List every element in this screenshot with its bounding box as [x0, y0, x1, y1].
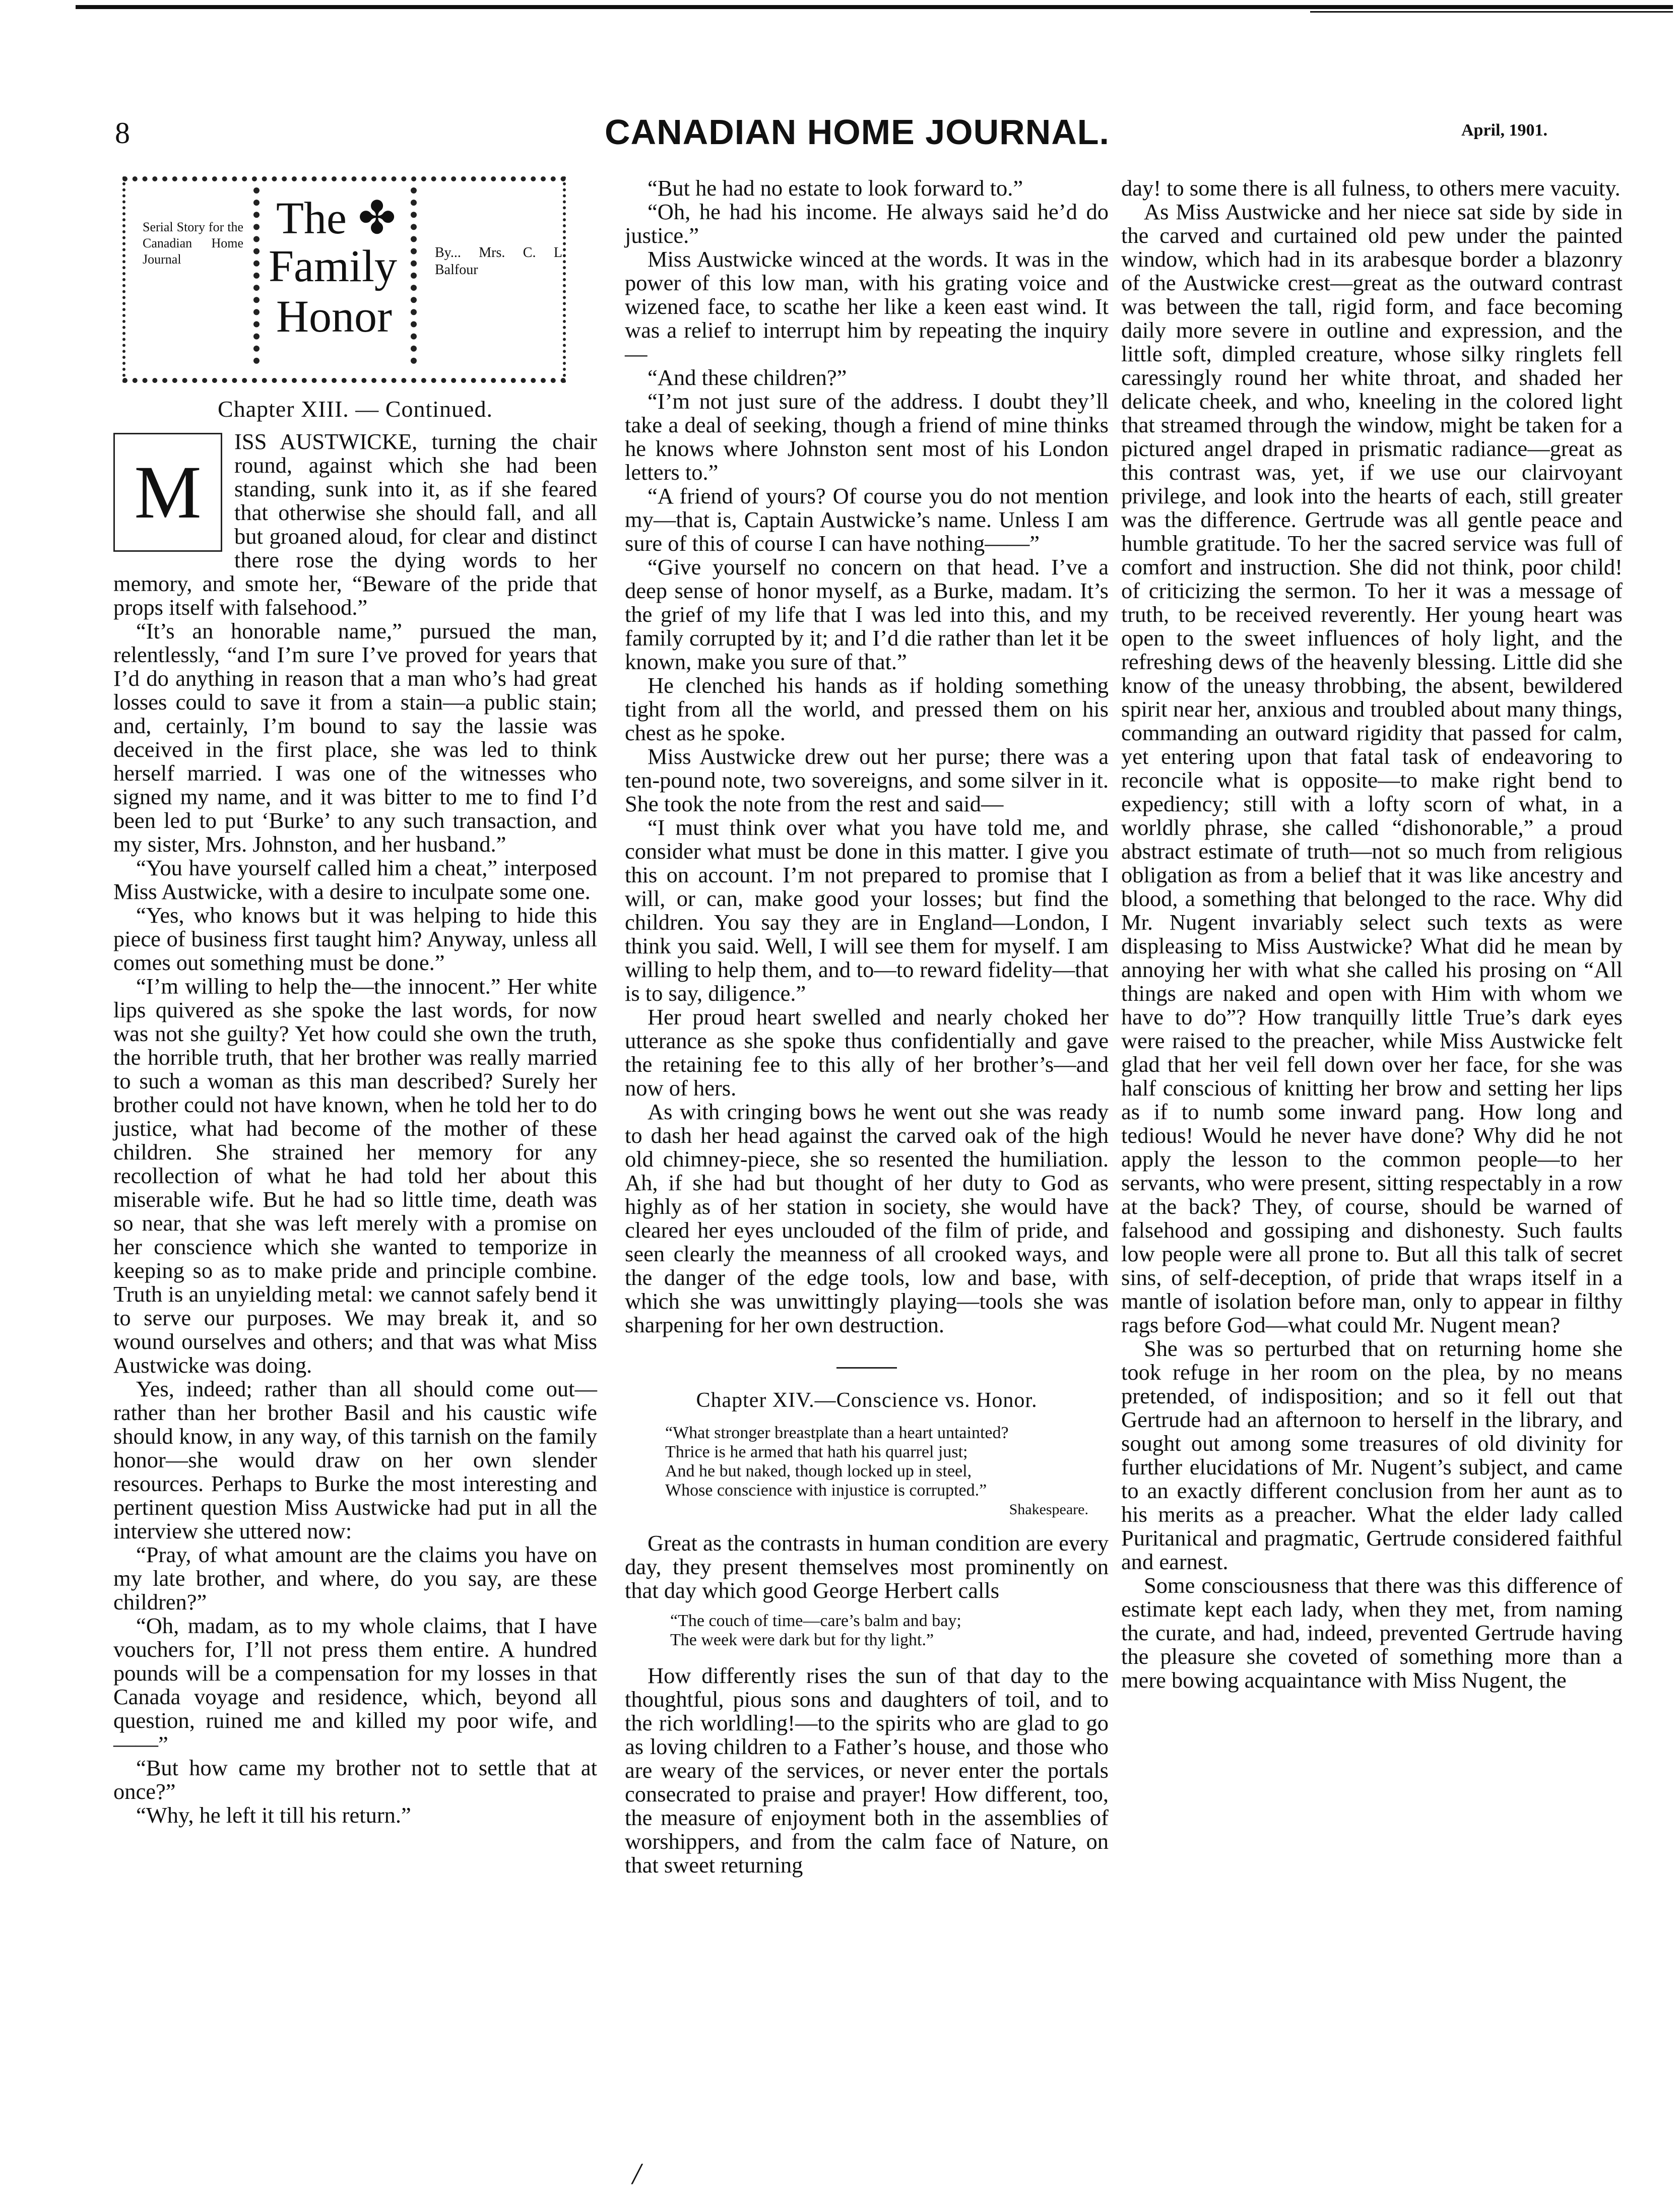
- paragraph: “Oh, he had his income. He always said he’d do justice.”: [625, 199, 1109, 248]
- epigraph-attribution: Shakespeare.: [1009, 1501, 1088, 1518]
- paragraph: “A friend of yours? Of course you do not mention my—that is, Captain Austwicke’s name. Unless I am sure of this of course I can have nothing——”: [625, 483, 1109, 556]
- paragraph: As with cringing bows he went out she was ready to dash her head against the carved oak of the high old chimney-piece, she so resented the humiliation. Ah, if she had but thought of her duty to God as highly as of her station in society, she would have cleared her eyes unclouded of the film of pride, and seen clearly the meanness of all crooked ways, and the danger of the edge tools, low and base, with which she was unwittingly playing—tools she was sharpening for her own destruction.: [625, 1099, 1109, 1337]
- title-box: [122, 176, 566, 383]
- paragraph: Great as the contrasts in human condition are every day, they present themselves most prominently on that day which good George Herbert calls: [625, 1530, 1109, 1603]
- paragraph: “It’s an honorable name,” pursued the man, relentlessly, “and I’m sure I’ve proved for years that I’d do anything in reason that a man who’s had great losses could to save it from a stain—a public stain; and, certainly, I’m bound to say the lassie was deceived in the first place, she was led to think herself married. I was one of the witnesses who signed my name, and it was bitter to me to find I’d been led to put ‘Burke’ to any such transaction, and my sister, Mrs. Johnston, and her husband.”: [113, 618, 597, 857]
- paragraph: “I’m willing to help the—the innocent.” Her white lips quivered as she spoke the last words, for now was not she guilty? Yet how could she own the truth, the horrible truth, that her brother was really married to such a woman as this man described? Surely her brother could not have known, when he told her to do justice, what had become of the mother of these children. She strained her memory for any recollection of what he had told her about this miserable wife. But he had so little time, death was so near, that she was left merely with a promise on her conscience which she wanted to temporize in keeping so as to make pride and principle combine. Truth is an unyielding metal: we cannot safely bend it to serve our purposes. We may break it, and so wound ourselves and others; and that was what Miss Austwicke was doing.: [113, 974, 597, 1378]
- page-mark: /: [632, 2157, 641, 2190]
- byline: By... Mrs. C. L. Balfour: [435, 245, 566, 278]
- paragraph: “Pray, of what amount are the claims you have on my late brother, and where, do you say, are these children?”: [113, 1542, 597, 1615]
- paragraph: Miss Austwicke drew out her purse; there was a ten-pound note, two sovereigns, and some silver in it. She took the note from the rest and said—: [625, 744, 1109, 816]
- paragraph: How differently rises the sun of that day to the thoughtful, pious sons and daughters of toil, and to the rich worldling!—to the spirits who are glad to go as loving children to a Father’s house, and those who are weary of the services, or never enter the portals consecrated to praise and prayer! How different, too, the measure of enjoyment both in the assemblies of worshippers, and from the calm face of Nature, on that sweet returning: [625, 1663, 1109, 1878]
- epigraph: [665, 1424, 1109, 1519]
- quotation-line: The week were dark but for thy light.”: [670, 1631, 934, 1649]
- title-line-3: Honor: [276, 292, 392, 342]
- paragraph: “Give yourself no concern on that head. I’ve a deep sense of honor myself, as a Burke, madam. It’s the grief of my life that I was led into this, and my family corrupted by it; and I’d die rather than let it be known, make you sure of that.”: [625, 554, 1109, 674]
- section-divider: [836, 1367, 897, 1369]
- paragraph: Some consciousness that there was this difference of estimate kept each lady, when they met, from naming the curate, and had, indeed, prevented Gertrude having the pleasure she coveted of something more than a mere bowing acquaintance with Miss Nugent, the: [1121, 1573, 1623, 1693]
- epigraph-line: Thrice is he armed that hath his quarrel just;: [665, 1443, 968, 1461]
- top-rule-secondary: [1310, 11, 1673, 13]
- paragraph: ISS AUSTWICKE, turning the chair round, against which she had been standing, sunk into it, as if she feared that otherwise she should fall, and all but groaned aloud, for clear and distinct there rose the dying words to her memory, and smote her, “Beware of the pride that props itself with falsehood.”: [113, 429, 597, 620]
- column-3: [1121, 176, 1623, 1692]
- top-rule: [76, 5, 1673, 9]
- drop-cap: M: [113, 433, 222, 552]
- epigraph-line: Whose conscience with injustice is corrupted.”: [665, 1481, 987, 1500]
- chapter-14-heading: Chapter XIV.—Conscience vs. Honor.: [696, 1389, 1038, 1412]
- paragraph: “Yes, who knows but it was helping to hide this piece of business first taught him? Anyway, unless all comes out something must be done.”: [113, 902, 597, 975]
- title-line-1: The ✤: [276, 193, 396, 243]
- serial-label: Serial Story for the Canadian Home Journal: [143, 220, 243, 267]
- paragraph: “Oh, madam, as to my whole claims, that I have vouchers for, I’ll not press them entire. A hundred pounds will be a compensation for my losses in that Canada voyage and residence, which, beyond all question, ruined me and killed my poor wife, and——”: [113, 1613, 597, 1757]
- paragraph: “And these children?”: [648, 365, 847, 390]
- quotation: [670, 1611, 1109, 1650]
- page-number: 8: [115, 116, 130, 150]
- paragraph: “I’m not just sure of the address. I doubt they’ll take a deal of seeking, though a friend of mine thinks he knows where Johnston sent most of his London letters to.”: [625, 389, 1109, 485]
- epigraph-line: “What stronger breastplate than a heart untainted?: [665, 1424, 1009, 1442]
- paragraph: day! to some there is all fulness, to others mere vacuity.: [1121, 175, 1621, 201]
- quotation-line: “The couch of time—care’s balm and bay;: [670, 1611, 961, 1630]
- paragraph: As Miss Austwicke and her niece sat side by side in the carved and curtained old pew under the painted window, which had in its arabesque border a blazonry of the Austwicke crest—great as the outward contrast was between the tall, rigid form, and face becoming daily more severe in outline and expression, and the little soft, dimpled creature, whose silky ringlets fell caressingly round her white throat, and shaded her delicate cheek, and who, kneeling in the colored light that streamed through the window, might be taken for a pictured angel draped in prismatic radiance—great as this contrast was, yet, if we use our clairvoyant privilege, and look into the hearts of each, still greater was the difference. Gertrude was all gentle peace and humble gratitude. To her the sacred service was full of comfort and instruction. She did not think, poor child! of criticizing the sermon. To her it was a message of truth, to be received reverently. Her young heart was open to the sweet influences of holy light, and the refreshing dews of the heavenly blessing. Little did she know of the uneasy throbbing, the absent, bewildered spirit near her, anxious and troubled about many things, commanding an outward rigidity that passed for calm, yet entering upon that fatal task of endeavoring to reconcile what is opposite—to make right bend to expediency; still with a lofty scorn of what, in a worldly phrase, she called “dishonorable,” a proud abstract estimate of truth—not so much from religious obligation as from a belief that it was like ancestry and blood, a something that belonged to the race. Why did Mr. Nugent invariably select such texts as were displeasing to Miss Austwicke? What did he mean by annoying her with what she called his prosing on “All things are naked and open with Him with whom we have to do”? How tranquilly little True’s dark eyes were raised to the preacher, while Miss Austwicke felt glad that her veil fell down over her face, for she was half conscious of knitting her brow and setting her lips as if to numb some inward pang. How long and tedious! Would he never have done? Why did he not apply the lesson to the common people—to her servants, who were present, sitting respectably in a row at the back? They, of course, should be warned of falsehood and gossiping and dishonesty. Such faults low people were all prone to. But all this talk of secret sins, of self-deception, of pride that wraps itself in a mantle of isolation before man, only to appear in filthy rags before God—what could Mr. Nugent mean?: [1121, 199, 1623, 1337]
- paragraph: “But how came my brother not to settle that at once?”: [113, 1755, 597, 1804]
- column-1: [113, 176, 597, 1827]
- paragraph: He clenched his hands as if holding something tight from all the world, and pressed them on his chest as he spoke.: [625, 673, 1109, 745]
- paragraph: “You have yourself called him a cheat,” interposed Miss Austwicke, with a desire to inculpate some one.: [113, 855, 597, 904]
- issue-date: April, 1901.: [1461, 121, 1547, 140]
- paragraph: Miss Austwicke winced at the words. It was in the power of this low man, with his grating voice and wizened face, to scathe her like a keen east wind. It was a relief to interrupt him by repeating the inquiry—: [625, 246, 1109, 366]
- title-line-2: Family: [269, 241, 398, 291]
- masthead: CANADIAN HOME JOURNAL.: [605, 112, 1110, 152]
- paragraph: “But he had no estate to look forward to.”: [648, 175, 1023, 201]
- paragraph: “Why, he left it till his return.”: [136, 1802, 411, 1828]
- column-2: [625, 176, 1109, 1877]
- epigraph-line: And he but naked, though locked up in steel,: [665, 1462, 972, 1480]
- paragraph: Yes, indeed; rather than all should come out—rather than her brother Basil and his caustic wife should know, in any way, of this tarnish on the family honor—she would draw on her own slender resources. Perhaps to Burke the most interesting and pertinent question Miss Austwicke had put in all the interview she uttered now:: [113, 1376, 597, 1543]
- paragraph: She was so perturbed that on returning home she took refuge in her room on the plea, by no means pretended, of indisposition; and so it fell out that Gertrude had an afternoon to herself in the library, and sought out among some treasures of old divinity for further elucidations of Mr. Nugent’s subject, and came to an exactly different conclusion from her aunt as to his merits as a preacher. What the elder lady called Puritanical and pragmatic, Gertrude considered faithful and earnest.: [1121, 1336, 1623, 1574]
- paragraph: Her proud heart swelled and nearly choked her utterance as she spoke thus confidentially and gave the retaining fee to this ally of her brother’s—and now of hers.: [625, 1004, 1109, 1101]
- paragraph: “I must think over what you have told me, and consider what must be done in this matter. I give you this on account. I’m not prepared to promise that I will, or can, make good your losses; but find the children. You say they are in England—London, I think you said. Well, I will see them for myself. I am willing to help them, and to—to reward fidelity—that is to say, diligence.”: [625, 815, 1109, 1006]
- chapter-13-heading: Chapter XIII. — Continued.: [218, 396, 493, 422]
